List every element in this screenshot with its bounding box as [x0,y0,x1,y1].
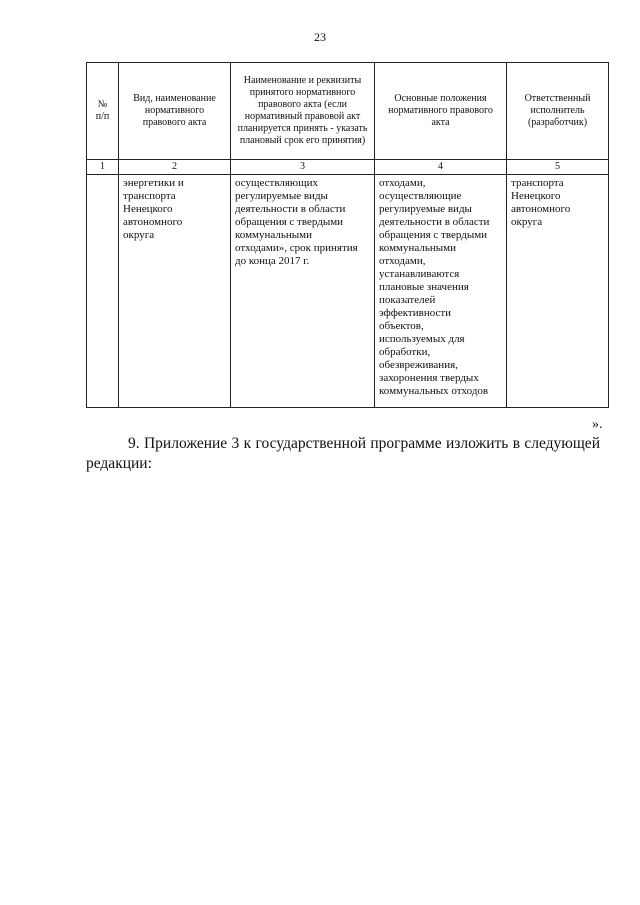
table-row [87,175,609,408]
column-number: 5 [507,160,609,175]
header-responsible: Ответственный исполнитель (разработчик) [507,63,609,160]
column-number: 3 [231,160,375,175]
cell-act-type: энергетики и транспорта Ненецкого автономного округа [119,175,231,408]
legal-acts-table [86,62,609,408]
header-act-provisions: Основные положения нормативного правового акта [375,63,507,160]
cell-number [87,175,119,408]
cell-act-name: осуществляющих регулируемые виды деятельности в области обращения с твердыми коммунальными отходами», срок принятия до конца 2017 г. [231,175,375,408]
paragraph-item-9: 9. Приложение 3 к государственной программе изложить в следующей редакции: [86,435,600,472]
column-number: 2 [119,160,231,175]
cell-act-provisions: отходами, осуществляющие регулируемые виды деятельности в области обращения с твердыми коммунальными отходами, устанавливаются плановые значения показателей эффективности объектов, используемых для обработки, обезвреживания, захоронения твердых коммунальных отходов [375,175,507,408]
page-number: 23 [314,30,326,44]
column-number: 1 [87,160,119,175]
closing-quote: ». [592,417,603,432]
header-number: № п/п [87,63,119,160]
column-number-row [87,160,609,175]
header-act-type: Вид, наименование нормативного правового акта [119,63,231,160]
table-header-row [87,63,609,160]
cell-responsible: транспорта Ненецкого автономного округа [507,175,609,408]
column-number: 4 [375,160,507,175]
header-act-name: Наименование и реквизиты принятого нормативного правового акта (если нормативный правовой акт планируется принять - указать плановый срок его принятия) [231,63,375,160]
